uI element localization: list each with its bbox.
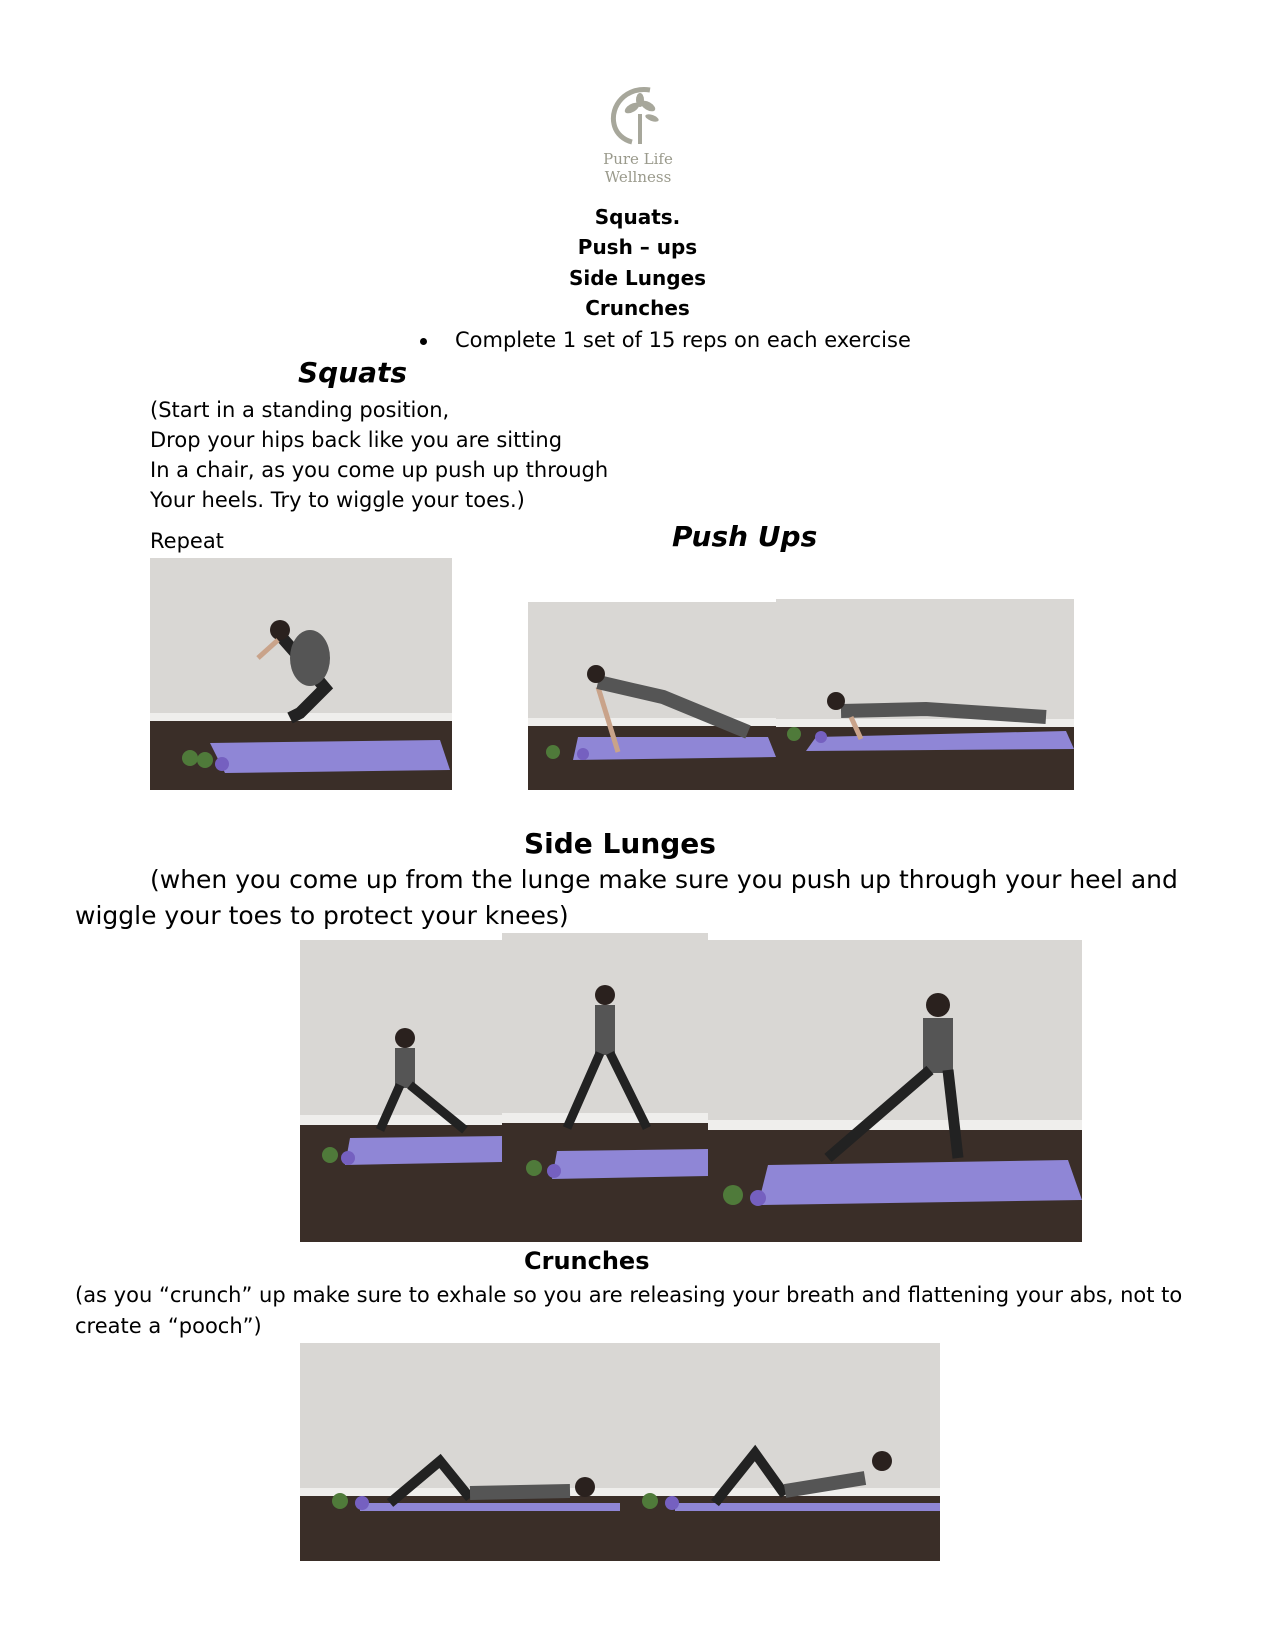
crunch-photo-up [620,1343,940,1561]
squats-line: Your heels. Try to wiggle your toes.) [150,488,525,512]
squat-photo [150,558,452,790]
side-lunges-line-1: (when you come up from the lunge make sure you push up through your heel and [150,865,1178,894]
instruction-text: Complete 1 set of 15 reps on each exercise [455,328,911,352]
list-item-crunches: Crunches [585,296,690,320]
pure-life-wellness-logo [598,84,678,192]
squats-line: In a chair, as you come up push up through [150,458,609,482]
crunches-line-1: (as you “crunch” up make sure to exhale so you are releasing your breath and flattening your abs, not to [75,1283,1183,1307]
logo-line-1: Pure Life [603,150,673,168]
logo-line-2: Wellness [604,168,672,186]
list-item-squats: Squats. [594,205,681,229]
squats-description [150,395,608,515]
repeat-text: Repeat [150,529,224,553]
squats-heading: Squats [298,356,408,389]
squats-line: Drop your hips back like you are sitting [150,428,563,452]
crunches-heading: Crunches [524,1247,650,1275]
list-item-push-ups: Push – ups [577,235,698,259]
bullet-icon [420,338,427,345]
side-lunge-photo-right [708,940,1082,1242]
side-lunge-photo-left [300,940,502,1242]
push-up-photo-start [528,602,776,790]
crunches-line-2: create a “pooch”) [75,1314,262,1338]
crunch-photo-down [300,1343,620,1561]
list-item-side-lunges: Side Lunges [568,266,707,290]
tree-icon [606,84,670,150]
push-ups-heading: Push Ups [672,520,818,553]
push-up-photo-down [776,599,1074,790]
instruction-bullet [420,328,911,352]
side-lunges-line-2: wiggle your toes to protect your knees) [75,901,569,930]
squats-line: (Start in a standing position, [150,398,450,422]
side-lunge-photo-center [502,933,708,1242]
side-lunges-heading: Side Lunges [524,827,716,860]
